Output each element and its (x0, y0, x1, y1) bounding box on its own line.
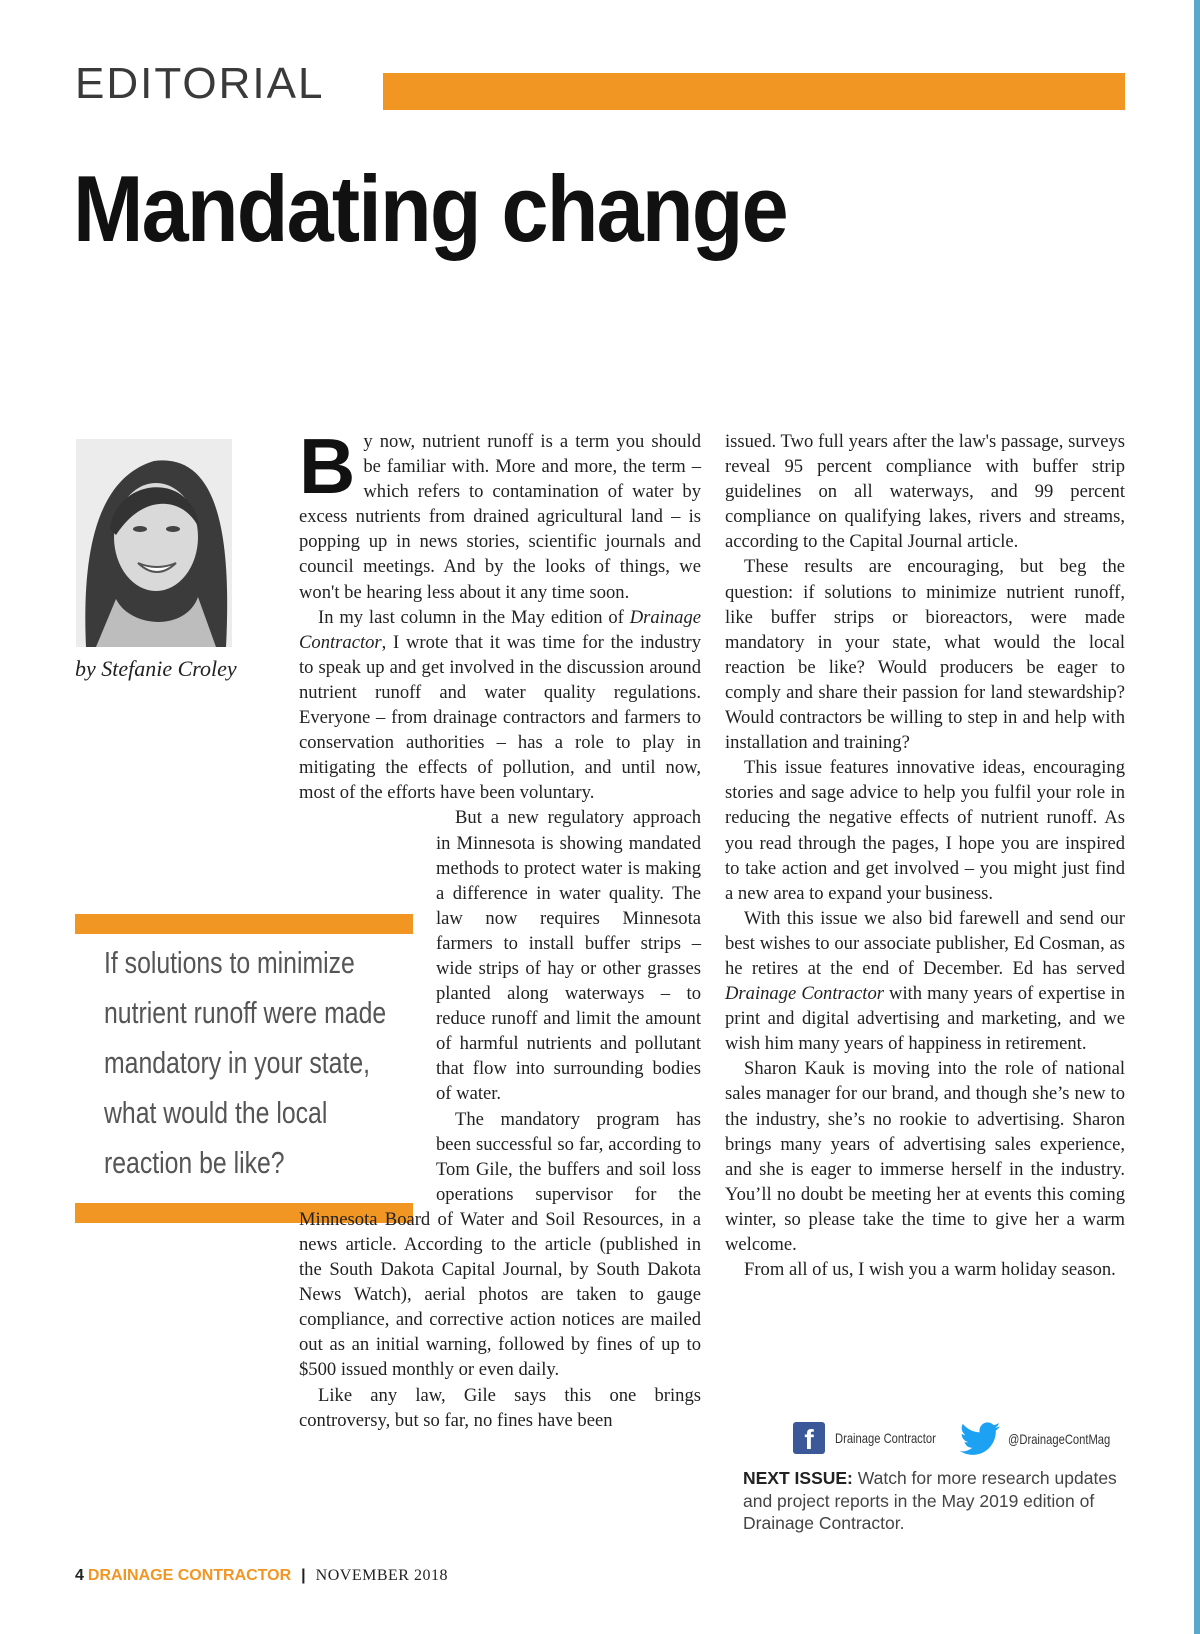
magazine-name: Drainage Contractor (299, 606, 701, 653)
paragraph: From all of us, I wish you a warm holiday season. (744, 1259, 1116, 1281)
paragraph: This issue features innovative ideas, encouraging stories and sage advice to help you fulfil your role in reducing the negative effects of nutrient runoff. As you read through the pages, I hope you are inspired to take action and get involved – you might just find a new area to expand your business. (725, 757, 1125, 904)
article-column-1 (299, 422, 701, 1433)
section-label: EDITORIAL (75, 59, 325, 108)
facebook-icon: f (793, 1422, 825, 1454)
author-photo (76, 439, 232, 647)
byline: by Stefanie Croley (75, 656, 237, 681)
footer-separator: | (301, 1567, 306, 1584)
paragraph: But a new regulatory approach in Minnesota is showing mandated methods to protect water is making a difference in water quality. The law now requires Minnesota farmers to install buffer strips – wide strips of hay or other grasses planted along waterways – to reduce runoff and limit the amount of harmful nutrients and pollutant that flow into surrounding bodies of water. (436, 807, 701, 1105)
page-number: 4 (75, 1567, 84, 1584)
pullquote: If solutions to minimize nutrient runoff were made mandatory in your state, what would the local reaction be like? (104, 945, 387, 1180)
twitter-label: @DrainageContMag (1008, 1431, 1111, 1447)
drop-cap: B (299, 422, 356, 510)
paragraph: Like any law, Gile says this one brings controversy, but so far, no fines have been (299, 1384, 701, 1431)
issue-date: NOVEMBER 2018 (315, 1567, 448, 1584)
footer-magazine-name: DRAINAGE CONTRACTOR (87, 1567, 292, 1584)
paragraph: These results are encouraging, but beg the question: if solutions to minimize nutrient runoff, like buffer strips or bioreactors, were made mandatory in your state, what would the local reaction be like? Would producers be eager to comply and share their passion for land stewardship? Would contractors be willing to step in and help with installation and training? (725, 556, 1125, 754)
twitter-icon (960, 1422, 1000, 1456)
paragraph: issued. Two full years after the law's passage, surveys reveal 95 percent compliance with buffer strip guidelines on all waterways, and 99 percent compliance on qualifying lakes, rivers and streams, according to the Capital Journal article. (725, 431, 1125, 553)
page-footer (75, 1567, 448, 1585)
facebook-link[interactable] (793, 1422, 961, 1454)
magazine-name: Drainage Contractor (725, 983, 884, 1005)
next-issue-label: NEXT ISSUE: (743, 1468, 853, 1488)
article-column-2 (725, 429, 1125, 1282)
pullquote-wrap-spacer (299, 830, 436, 1182)
twitter-link[interactable] (960, 1422, 1136, 1456)
paragraph: In my last column in the May edition of Drainage Contractor, I wrote that it was time for the industry to speak up and get involved in the discussion around nutrient runoff and water quality regulations. Everyone – from drainage contractors and farmers to conservation authorities – has a role to play in mitigating the effects of pollution, and until now, most of the efforts have been voluntary. (299, 606, 701, 804)
section-accent-bar (383, 73, 1125, 110)
paragraph: Sharon Kauk is moving into the role of national sales manager for our brand, and though she’s new to the industry, she’s no rookie to advertising. Sharon brings many years of advertising sales experience, and she is eager to immerse herself in the industry. You’ll no doubt be meeting her at events this coming winter, so please take the time to give her a warm welcome. (725, 1058, 1125, 1255)
page-edge-strip (1194, 0, 1200, 1634)
paragraph: With this issue we also bid farewell and send our best wishes to our associate publisher, Ed Cosman, as he retires at the end of December. Ed has served Drainage Contractor with many years of expertise in print and digital advertising and marketing, and we wish him many years of happiness in retirement. (725, 907, 1125, 1055)
next-issue-text: Watch for more research updates and project reports in the May 2019 edition of Drainage Contractor. (743, 1468, 1117, 1533)
facebook-label: Drainage Contractor (835, 1430, 936, 1446)
paragraph: y now, nutrient runoff is a term you should be familiar with. More and more, the term – which refers to contamination of water by excess nutrients from drained agricultural land – is popping up in news stories, scientific journals and council meetings. And by the looks of things, we won't be hearing less about it any time soon. (299, 431, 701, 603)
paragraph: The mandatory program has been successful so far, according to Tom Gile, the buffers and soil loss operations supervisor for the Minnesota Board of Water and Soil Resources, in a news article. According to the article (published in the South Dakota Capital Journal, by South Dakota News Watch), aerial photos are taken to gauge compliance, and corrective action notices are mailed out as an initial warning, followed by fines of up to $500 issued monthly or even daily. (299, 1108, 701, 1381)
next-issue-note (743, 1467, 1123, 1535)
headline: Mandating change (73, 156, 787, 261)
